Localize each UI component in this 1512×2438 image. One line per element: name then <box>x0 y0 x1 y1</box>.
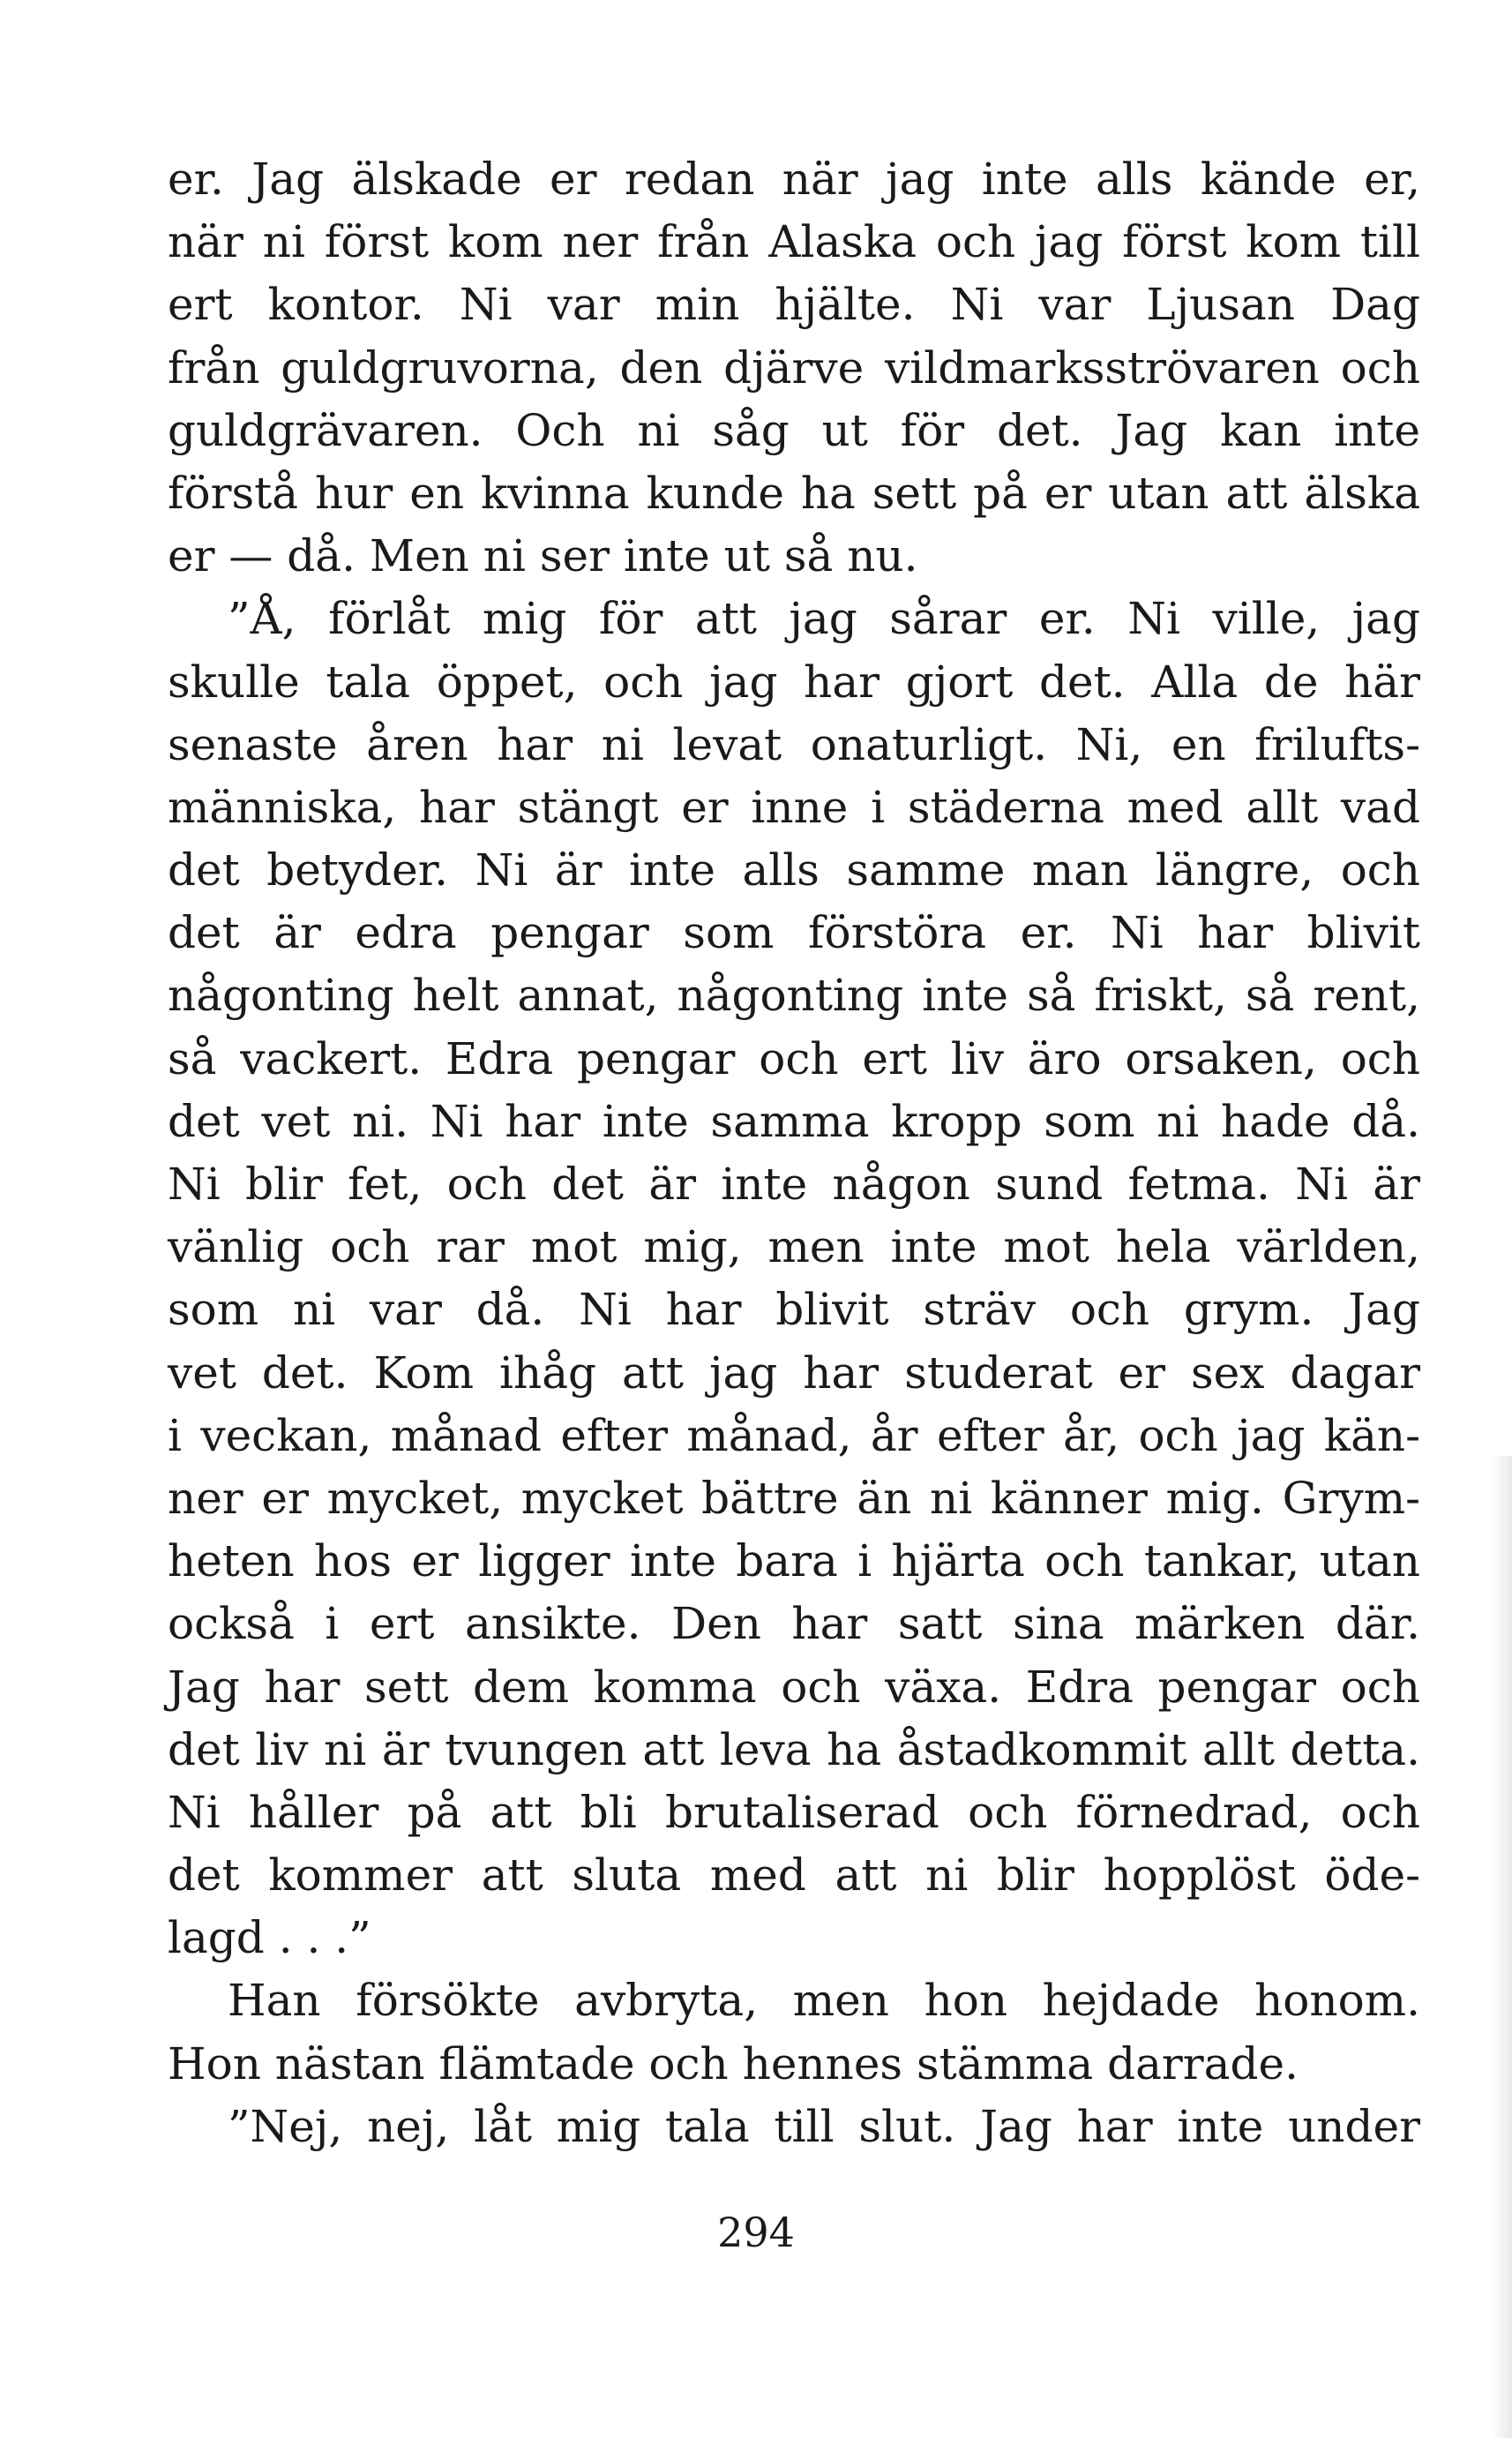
text-line: i veckan, månad efter månad, år efter år, och jag kän- <box>168 1409 1420 1461</box>
text-line: också i ert ansikte. Den har satt sina märken där. <box>168 1598 1420 1650</box>
page-edge-shadow <box>1493 1456 1512 2438</box>
text-line: så vackert. Edra pengar och ert liv äro orsaken, och <box>168 1032 1420 1084</box>
text-line: det betyder. Ni är inte alls samme man längre, och <box>168 844 1420 896</box>
body-text <box>168 148 1420 2158</box>
text-line: Ni håller på att bli brutaliserad och förnedrad, och <box>168 1786 1420 1838</box>
text-line: lagd . . .” <box>168 1912 371 1964</box>
text-line: det är edra pengar som förstöra er. Ni har blivit <box>168 907 1420 959</box>
text-line: senaste åren har ni levat onaturligt. Ni, en frilufts- <box>168 718 1420 770</box>
text-line: när ni först kom ner från Alaska och jag först kom till <box>168 216 1420 268</box>
text-line: det liv ni är tvungen att leva ha åstadkommit allt detta. <box>168 1723 1420 1775</box>
text-line: skulle tala öppet, och jag har gjort det. Alla de här <box>168 656 1420 708</box>
text-line: vet det. Kom ihåg att jag har studerat er sex dagar <box>168 1347 1420 1399</box>
page-number: 294 <box>717 2209 795 2256</box>
text-line: Jag har sett dem komma och växa. Edra pengar och <box>168 1661 1420 1713</box>
text-line: människa, har stängt er inne i städerna med allt vad <box>168 781 1420 833</box>
text-line: det vet ni. Ni har inte samma kropp som ni hade då. <box>168 1095 1420 1147</box>
text-line: guldgrävaren. Och ni såg ut för det. Jag kan inte <box>168 404 1420 456</box>
text-line: det kommer att sluta med att ni blir hopplöst öde- <box>168 1849 1420 1902</box>
text-line: vänlig och rar mot mig, men inte mot hela världen, <box>168 1221 1420 1273</box>
text-line: er. Jag älskade er redan när jag inte alls kände er, <box>168 154 1420 205</box>
text-line: ”Nej, nej, låt mig tala till slut. Jag har inte under <box>228 2100 1420 2152</box>
text-line: ert kontor. Ni var min hjälte. Ni var Ljusan Dag <box>168 279 1420 331</box>
text-line: er — då. Men ni ser inte ut så nu. <box>168 530 918 582</box>
text-line: ner er mycket, mycket bättre än ni känner mig. Grym- <box>168 1472 1420 1524</box>
text-line: som ni var då. Ni har blivit sträv och grym. Jag <box>168 1284 1420 1336</box>
text-line: ”Å, förlåt mig för att jag sårar er. Ni ville, jag <box>228 593 1420 645</box>
text-line: förstå hur en kvinna kunde ha sett på er utan att älska <box>168 467 1420 519</box>
text-line: heten hos er ligger inte bara i hjärta och tankar, utan <box>168 1535 1420 1587</box>
text-line: Han försökte avbryta, men hon hejdade honom. <box>228 1975 1420 2027</box>
text-line: från guldgruvorna, den djärve vildmarksströvaren och <box>168 341 1420 394</box>
text-line: någonting helt annat, någonting inte så friskt, så rent, <box>168 970 1420 1022</box>
text-line: Ni blir fet, och det är inte någon sund fetma. Ni är <box>168 1159 1420 1210</box>
text-line: Hon nästan flämtade och hennes stämma darrade. <box>168 2037 1299 2089</box>
